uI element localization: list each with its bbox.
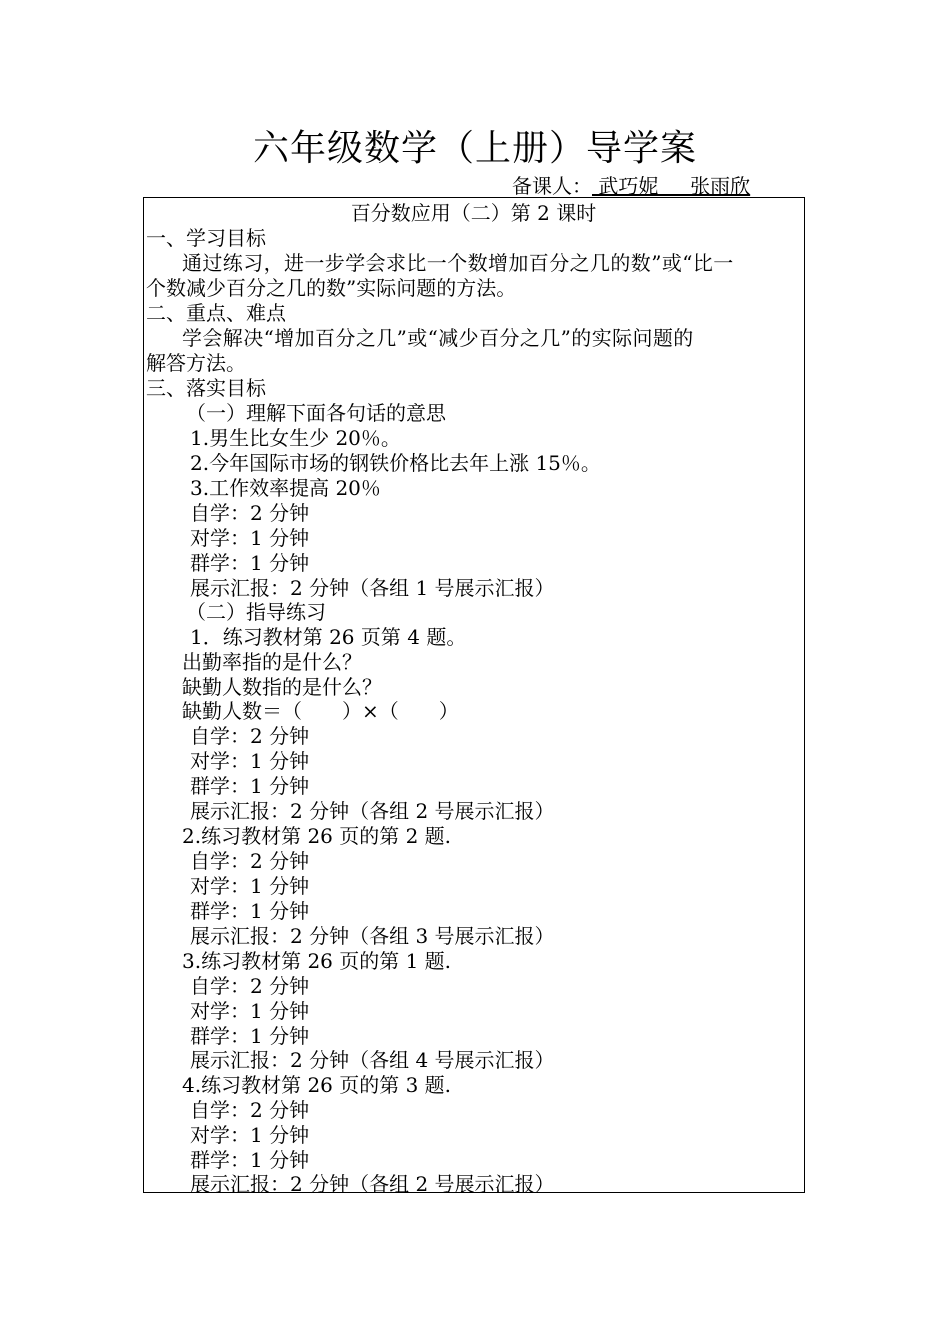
timing-line: 展示汇报：2 分钟（各组 2 号展示汇报） bbox=[190, 1172, 555, 1196]
key-points-text-line: 学会解决“增加百分之几”或“减少百分之几”的实际问题的 bbox=[182, 326, 694, 350]
preparer-names: 武巧妮 张雨欣 bbox=[592, 174, 751, 198]
timing-line: 自学：2 分钟 bbox=[190, 501, 310, 525]
list-item: 1.男生比女生少 20％。 bbox=[190, 426, 401, 450]
lesson-title: 百分数应用（二）第 2 课时 bbox=[350, 201, 597, 225]
timing-line: 展示汇报：2 分钟（各组 4 号展示汇报） bbox=[190, 1048, 555, 1072]
timing-line: 对学：1 分钟 bbox=[190, 874, 310, 898]
timing-line: 群学：1 分钟 bbox=[190, 551, 310, 575]
list-item: 2.今年国际市场的钢铁价格比去年上涨 15％。 bbox=[190, 451, 601, 475]
section-heading-implementation: 三、落实目标 bbox=[146, 376, 266, 400]
document-title: 六年级数学（上册）导学案 bbox=[252, 128, 697, 169]
objectives-text-line: 个数减少百分之几的数”实际问题的方法。 bbox=[146, 276, 517, 300]
timing-line: 群学：1 分钟 bbox=[190, 899, 310, 923]
section-heading-objectives: 一、学习目标 bbox=[146, 226, 266, 250]
formula-line: 缺勤人数＝（ ）×（ ） bbox=[182, 699, 459, 723]
timing-line: 群学：1 分钟 bbox=[190, 1024, 310, 1048]
timing-line: 群学：1 分钟 bbox=[190, 774, 310, 798]
timing-line: 自学：2 分钟 bbox=[190, 849, 310, 873]
objectives-text-line: 通过练习，进一步学会求比一个数增加百分之几的数”或“比一 bbox=[182, 251, 734, 275]
exercise-item: 4.练习教材第 26 页的第 3 题. bbox=[182, 1073, 452, 1097]
timing-line: 群学：1 分钟 bbox=[190, 1148, 310, 1172]
timing-line: 对学：1 分钟 bbox=[190, 749, 310, 773]
timing-line: 自学：2 分钟 bbox=[190, 1098, 310, 1122]
lesson-plan-box bbox=[143, 197, 805, 1196]
preparer-line bbox=[512, 172, 750, 200]
timing-line: 对学：1 分钟 bbox=[190, 1123, 310, 1147]
exercise-item: 2.练习教材第 26 页的第 2 题. bbox=[182, 824, 452, 848]
subsection-heading: （二）指导练习 bbox=[186, 600, 326, 624]
timing-line: 展示汇报：2 分钟（各组 1 号展示汇报） bbox=[190, 576, 555, 600]
timing-line: 对学：1 分钟 bbox=[190, 999, 310, 1023]
list-item: 3.工作效率提高 20％ bbox=[190, 476, 381, 500]
exercise-item: 3.练习教材第 26 页的第 1 题. bbox=[182, 949, 452, 973]
preparer-label: 备课人： bbox=[512, 174, 592, 198]
timing-line: 对学：1 分钟 bbox=[190, 526, 310, 550]
timing-line: 自学：2 分钟 bbox=[190, 974, 310, 998]
timing-line: 自学：2 分钟 bbox=[190, 724, 310, 748]
exercise-item: 1．练习教材第 26 页第 4 题。 bbox=[190, 625, 467, 649]
timing-line: 展示汇报：2 分钟（各组 3 号展示汇报） bbox=[190, 924, 555, 948]
question-line: 出勤率指的是什么？ bbox=[182, 650, 362, 674]
key-points-text-line: 解答方法。 bbox=[146, 351, 246, 375]
subsection-heading: （一）理解下面各句话的意思 bbox=[186, 401, 446, 425]
question-line: 缺勤人数指的是什么？ bbox=[182, 675, 382, 699]
timing-line: 展示汇报：2 分钟（各组 2 号展示汇报） bbox=[190, 799, 555, 823]
section-heading-key-points: 二、重点、难点 bbox=[146, 301, 286, 325]
